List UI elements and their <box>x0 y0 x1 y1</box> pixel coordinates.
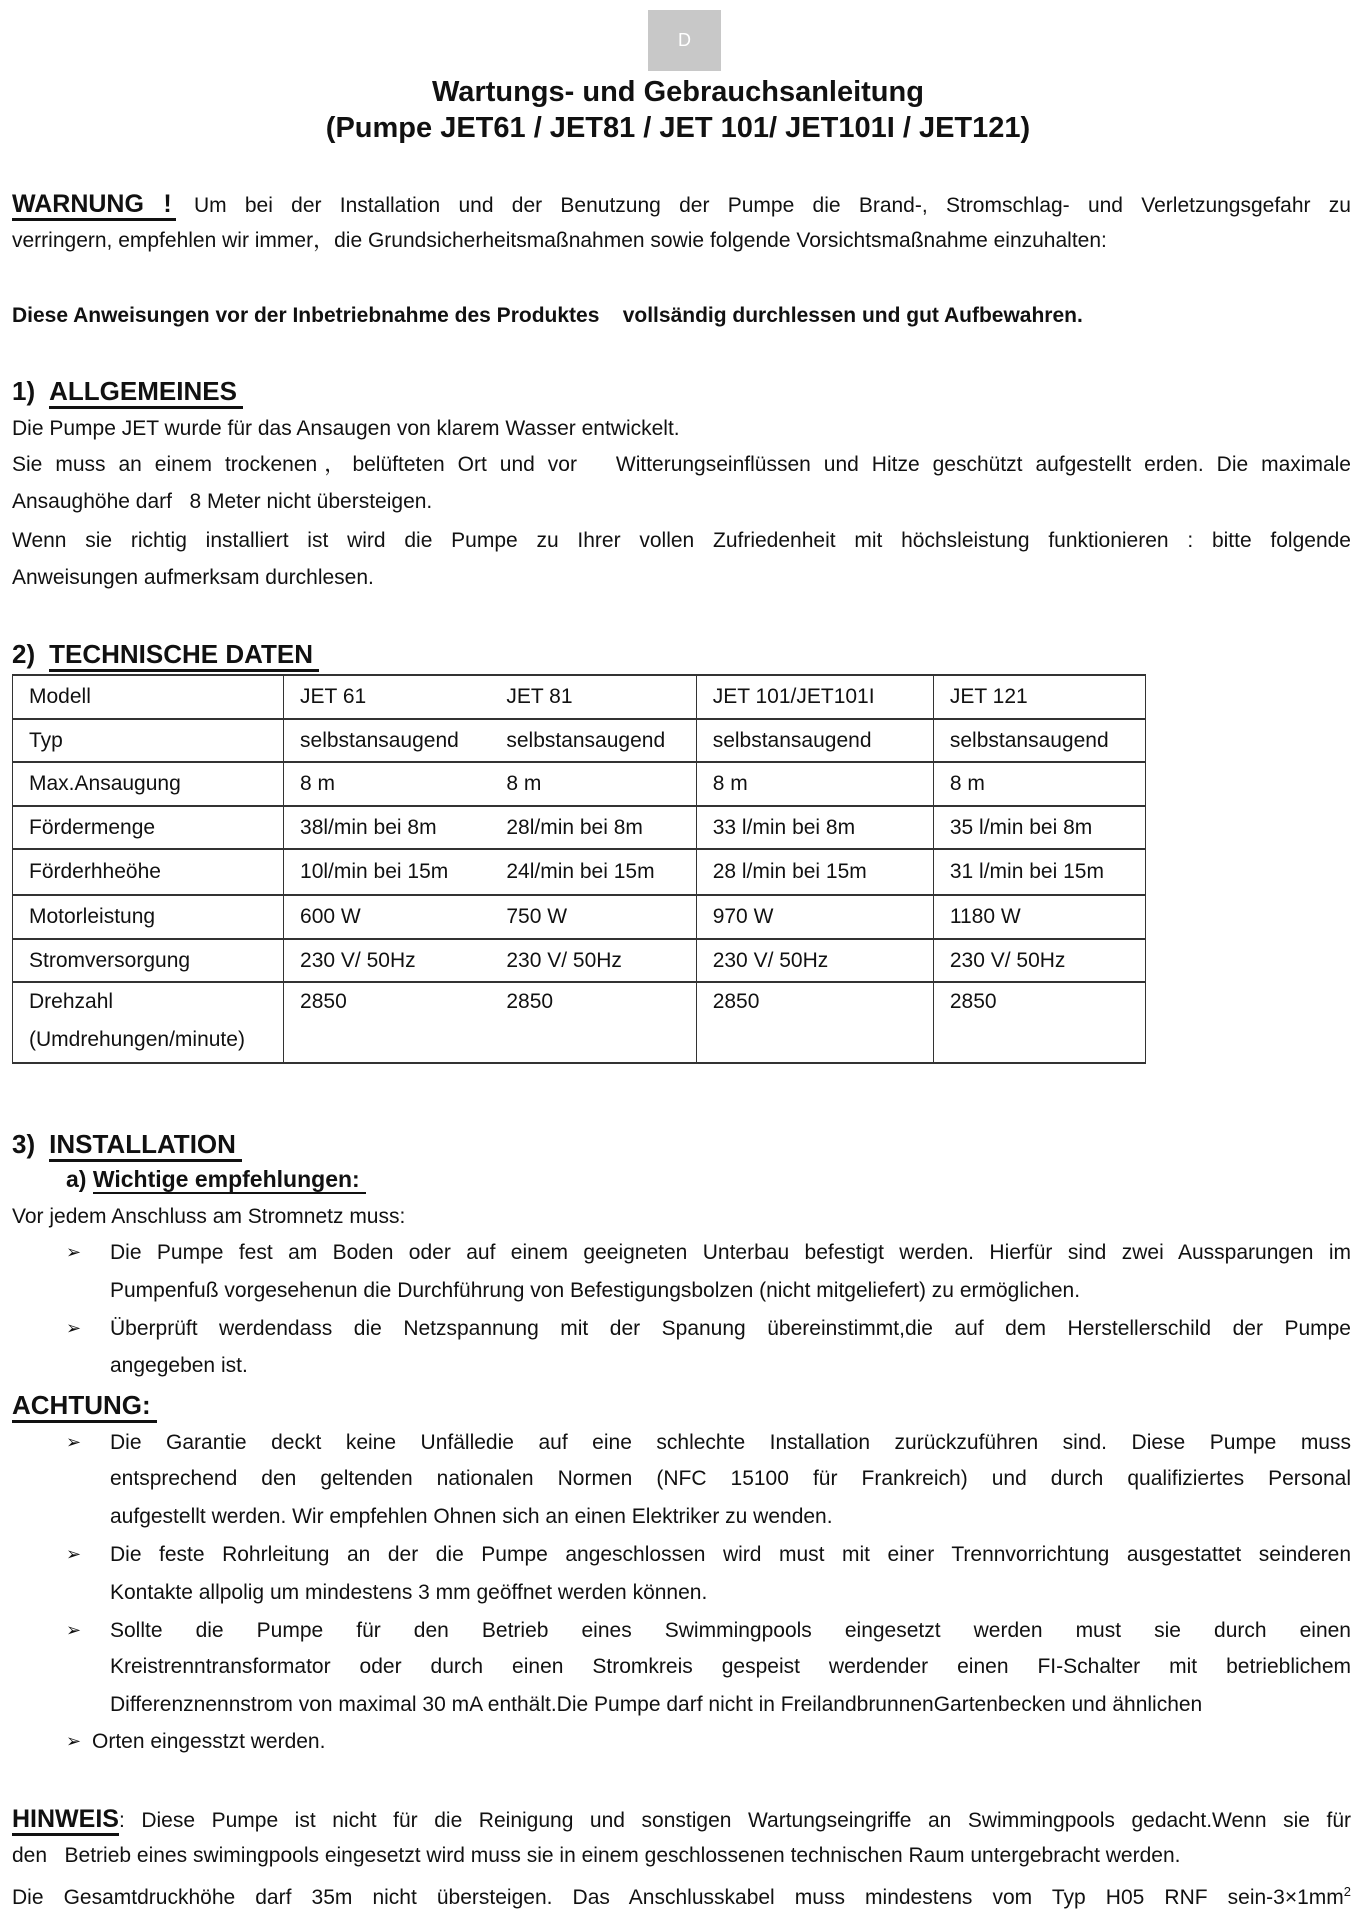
table-cell: selbstansaugend <box>490 719 696 762</box>
section-3-heading: 3) INSTALLATION <box>12 1126 1351 1163</box>
table-row <box>13 939 1146 982</box>
bullet-line: Überprüft werdendass die Netzspannung mit der Spanung übereinstimmt,die auf dem Herstellerschild der Pumpe <box>110 1317 1351 1340</box>
bullet-line: aufgestellt werden. Wir empfehlen Ohnen sich an einen Elektriker zu wenden. <box>110 1505 833 1528</box>
bullet-line: Sollte die Pumpe für den Betrieb eines Swimmingpools eingesetzt werden must sie durch einen <box>110 1619 1351 1642</box>
table-cell: 2850 <box>696 982 933 1063</box>
bullet-line: entsprechend den geltenden nationalen Normen (NFC 15100 für Frankreich) und durch qualifiziertes Personal <box>110 1467 1351 1490</box>
paragraph-line: Die Pumpe JET wurde für das Ansaugen von klarem Wasser entwickelt. <box>12 417 680 440</box>
bullet-line: Differenznennstrom von maximal 30 mA enthält.Die Pumpe darf nicht in FreilandbrunnenGartenbecken und ähnlichen <box>110 1693 1203 1716</box>
table-cell: 8 m <box>933 762 1145 806</box>
hint-line-2: den Betrieb eines swimingpools eingesetzt wird muss sie in einem geschlossenen technischen Raum untergebracht werden. <box>12 1844 1181 1867</box>
table-cell: 230 V/ 50Hz <box>284 939 491 982</box>
drehzahl-label: Drehzahl <box>29 990 114 1013</box>
table-cell: Stromversorgung <box>13 939 284 982</box>
paragraph-line: Sie muss an einem trockenen，belüfteten Ort und vor Witterungseinflüssen und Hitze geschützt aufgestellt erden. Die maximale <box>12 453 1351 476</box>
bullet-line: Die Garantie deckt keine Unfälledie auf eine schlechte Installation zurückzuführen sind. Diese Pumpe muss <box>110 1431 1351 1454</box>
table-cell: JET 81 <box>490 675 696 719</box>
caution-heading: ACHTUNG: <box>12 1387 1351 1424</box>
warning-line-2: verringern, empfehlen wir immer，die Grundsicherheitsmaßnahmen sowie folgende Vorsichtsmaßnahme einzuhalten: <box>12 229 1107 252</box>
table-cell: JET 61 <box>284 675 491 719</box>
table-cell: 8 m <box>284 762 491 806</box>
paragraph-line: Wenn sie richtig installiert ist wird die Pumpe zu Ihrer vollen Zufriedenheit mit höchsleistung funktionieren : bitte folgende <box>12 529 1351 552</box>
table-cell: 28l/min bei 8m <box>490 806 696 849</box>
table-row <box>13 762 1146 806</box>
hint-line-3: Die Gesamtdruckhöhe darf 35m nicht übersteigen. Das Anschlusskabel muss mindestens vom Typ H05 RNF sein-$3\times 1mm^2$ <box>12 1884 1351 1909</box>
table-cell: 33 l/min bei 8m <box>696 806 933 849</box>
page-subtitle: (Pumpe JET61 / JET81 / JET 101/ JET101I / JET121) <box>325 112 1031 144</box>
bullet-line: Die feste Rohrleitung an der die Pumpe angeschlossen wird must mit einer Trennvorrichtung ausgestattet seinderen <box>110 1543 1351 1566</box>
arrowhead-bullet-icon: ➢ <box>66 1620 82 1640</box>
table-cell: 600 W <box>284 895 491 939</box>
table-cell: 230 V/ 50Hz <box>696 939 933 982</box>
table-cell: 2850 <box>933 982 1145 1063</box>
table-cell: 10l/min bei 15m <box>284 849 491 895</box>
table-cell: JET 121 <box>933 675 1145 719</box>
paragraph-line: Anweisungen aufmerksam durchlesen. <box>12 566 374 589</box>
section-2-heading: 2) TECHNISCHE DATEN <box>12 636 1351 673</box>
drehzahl-unit: (Umdrehungen/minute) <box>29 1028 245 1051</box>
bullet-line: Die Pumpe fest am Boden oder auf einem geeigneten Unterbau befestigt werden. Hierfür sind zwei Aussparungen im <box>110 1241 1351 1264</box>
warning-line-1 <box>12 186 1351 223</box>
arrowhead-bullet-icon: ➢ <box>66 1318 82 1338</box>
bullet-line: Orten eingesstzt werden. <box>92 1730 326 1753</box>
notice-bold: Diese Anweisungen vor der Inbetriebnahme des Produktes vollsändig durchlessen und gut Aufbewahren. <box>12 304 1083 327</box>
table-cell: Motorleistung <box>13 895 284 939</box>
table-row <box>13 675 1146 719</box>
arrowhead-bullet-icon: ➢ <box>66 1544 82 1564</box>
hint-line-1: HINWEIS: Diese Pumpe ist nicht für die Reinigung und sonstigen Wartungseingriffe an Swimmingpools gedacht.Wenn sie für <box>12 1801 1351 1838</box>
subsection-a-heading: a) Wichtige empfehlungen: <box>66 1161 1356 1198</box>
bullet-line: Kontakte allpolig um mindestens 3 mm geöffnet werden können. <box>110 1581 708 1604</box>
arrowhead-bullet-icon: ➢ <box>66 1242 82 1262</box>
installation-intro: Vor jedem Anschluss am Stromnetz muss: <box>12 1205 406 1228</box>
table-cell: 230 V/ 50Hz <box>490 939 696 982</box>
table-cell: Typ <box>13 719 284 762</box>
table-cell: 38l/min bei 8m <box>284 806 491 849</box>
table-cell: 230 V/ 50Hz <box>933 939 1145 982</box>
table-cell: Förderhheöhe <box>13 849 284 895</box>
table-cell: 750 W <box>490 895 696 939</box>
table-cell: JET 101/JET101I <box>696 675 933 719</box>
table-cell: 35 l/min bei 8m <box>933 806 1145 849</box>
arrowhead-bullet-icon: ➢ <box>66 1432 82 1452</box>
warning-label: WARNUNG ! <box>12 190 176 221</box>
table-cell: Fördermenge <box>13 806 284 849</box>
table-row <box>13 849 1146 895</box>
table-cell: Modell <box>13 675 284 719</box>
table-row <box>13 895 1146 939</box>
table-cell <box>13 982 284 1063</box>
table-cell: 2850 <box>284 982 491 1063</box>
table-cell: 28 l/min bei 15m <box>696 849 933 895</box>
bullet-line: angegeben ist. <box>110 1354 248 1377</box>
table-cell: 970 W <box>696 895 933 939</box>
table-cell: 24l/min bei 15m <box>490 849 696 895</box>
table-row <box>13 719 1146 762</box>
table-cell: selbstansaugend <box>696 719 933 762</box>
table-cell: Max.Ansaugung <box>13 762 284 806</box>
table-cell: selbstansaugend <box>284 719 491 762</box>
table-cell: 31 l/min bei 15m <box>933 849 1145 895</box>
table-cell: selbstansaugend <box>933 719 1145 762</box>
table-cell: 2850 <box>490 982 696 1063</box>
table-cell: 8 m <box>490 762 696 806</box>
bullet-line: Pumpenfuß vorgesehenun die Durchführung von Befestigungsbolzen (nicht mitgeliefert) zu ermöglichen. <box>110 1279 1081 1302</box>
page-title: Wartungs- und Gebrauchsanleitung <box>432 76 924 108</box>
warning-text: Um bei der Installation und der Benutzung der Pumpe die Brand-, Stromschlag- und Verletzungsgefahr zu <box>193 194 1351 217</box>
table-cell: 1180 W <box>933 895 1145 939</box>
bullet-line: Kreistrenntransformator oder durch einen Stromkreis gespeist werdender einen FI-Schalter mit betrieblichem <box>110 1655 1351 1678</box>
technical-data-table <box>12 674 1146 1064</box>
paragraph-line: Ansaughöhe darf 8 Meter nicht übersteigen. <box>12 490 433 513</box>
language-badge: D <box>648 10 721 71</box>
section-1-heading: 1) ALLGEMEINES <box>12 373 1351 410</box>
table-cell: 8 m <box>696 762 933 806</box>
table-row <box>13 982 1146 1063</box>
table-row <box>13 806 1146 849</box>
arrowhead-bullet-icon: ➢ <box>66 1731 82 1751</box>
